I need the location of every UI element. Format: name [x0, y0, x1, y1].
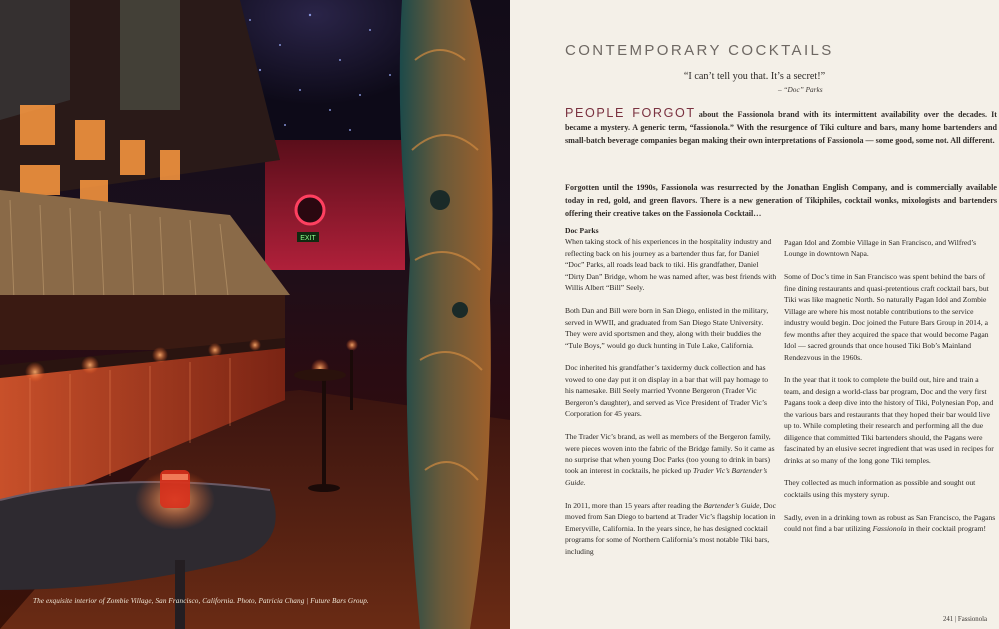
body-paragraph	[784, 512, 997, 535]
book-title: Bartender’s Guide,	[703, 500, 762, 510]
book-title: Trader Vic’s Bartender’s Guide.	[565, 466, 768, 487]
section-title: CONTEMPORARY COCKTAILS	[565, 42, 834, 59]
body-paragraph: In the year that it took to complete the build out, hire and train a team, and design a world-class bar program, Doc and the very first Pagans took a deep dive into the history of Tiki, Polynesian Pop, and the various bars and restaurants that they hoped their bar would live up to. While completing their research and performing all the due diligence that committed Tiki bartenders should, the Pagans were fascinated by an elusive secret ingredient that was used in recipes for drinks at so many of the long gone Tiki temples.	[784, 375, 994, 465]
lead-in-text: PEOPLE FORGOT	[565, 106, 696, 120]
body-paragraph: They collected as much information as possible and sought out cocktails using this mystery syrup.	[784, 478, 976, 499]
text-page	[510, 0, 999, 629]
body-paragraph: Pagan Idol and Zombie Village in San Francisco, and Wilfred’s Lounge in downtown Napa.	[784, 238, 977, 259]
body-paragraph: Both Dan and Bill were born in San Diego, enlisted in the military, served in WWII, and graduated from San Diego State University. They were avid sportsmen and they, along with their buddies the “Tule Boys,” would go duck hunting in Tule Lake, California.	[565, 306, 769, 350]
text-column-right	[784, 237, 997, 546]
pull-quote: “I can’t tell you that. It’s a secret!”	[683, 71, 826, 82]
body-text: Doc moved from San Diego to bartend at Trader Vic’s flagship location in Emeryville, California. In the years since, he has designed cocktail programs for some of Northern California’s most notable Tiki bars, including	[565, 500, 776, 556]
body-paragraph	[565, 500, 778, 557]
photo-caption: The exquisite interior of Zombie Village, San Francisco, California. Photo, Patricia Chang | Future Bars Group.	[33, 597, 369, 605]
subheading: Doc Parks	[565, 226, 599, 235]
body-text: The Trader Vic’s brand, as well as members of the Bergeron family, were pieces woven into the fabric of the Bridge family. So it came as no surprise that when young Doc Parks (too young to drink in bars) took an interest in cocktails, he picked up	[565, 432, 775, 476]
body-paragraph: Some of Doc’s time in San Francisco was spent behind the bars of fine dining restaurants and quasi-pretentious craft cocktail bars, but Tiki was like magnetic North. So naturally Pagan Idol and Zombie Village are where his most notable contributions to the service industry would begin. Doc joined the Future Bars Group in 2014, a few months after they acquired the space that would become Pagan Idol — sacred grounds that once housed Tiki Bob’s Mainland Rendezvous in the 1960s.	[784, 272, 989, 362]
intro-paragraph-1	[565, 107, 997, 147]
intro-paragraph-1-text: about the Fassionola brand with its intermittent availability over the decades. It became a mystery. A generic term, “fassionola.” With the resurgence of Tiki culture and bars, many home bartenders and small-batch beverage companies began making their own interpretations of Fassionola — some good, some not. All different.	[565, 110, 997, 145]
body-paragraph: When taking stock of his experiences in the hospitality industry and reflecting back on his journey as a bartender thus far, for Daniel “Doc” Parks, all roads lead back to tiki. His grandfather, Daniel “Dirty Dan” Bridge, whom he was named after, was best friends with Willis Albert “Bill” Seely.	[565, 237, 777, 293]
body-text: In 2011, more than 15 years after reading the	[565, 500, 702, 510]
text-column-left	[565, 225, 778, 569]
body-paragraph: Doc inherited his grandfather’s taxidermy duck collection and has vowed to one day put it on display in a bar that will pay homage to his namesake. Bill Seely married Yvonne Bergeron (Trader Vic Bergeron’s daughter), and served as Vice President of Trader Vic’s Corporation for 45 years.	[565, 363, 769, 419]
quote-attribution: – “Doc” Parks	[778, 85, 823, 94]
exit-sign: EXIT	[300, 235, 316, 242]
body-text: in their cocktail program!	[908, 524, 987, 534]
brand-name: Fassionola	[872, 524, 907, 534]
body-text: Sadly, even in a drinking town as robust as San Francisco, the Pagans could not find a bar utilizing	[784, 512, 996, 534]
page-folio: 241 | Fassionola	[942, 616, 987, 623]
intro-paragraph-2: Forgotten until the 1990s, Fassionola was resurrected by the Jonathan English Company, and is commercially available today in red, gold, and green flavors. There is a new generation of Tikiphiles, cocktail wonks, mixologists and bartenders offering their creative takes on the Fassionola Cocktail…	[565, 183, 997, 218]
body-paragraph	[565, 431, 778, 488]
